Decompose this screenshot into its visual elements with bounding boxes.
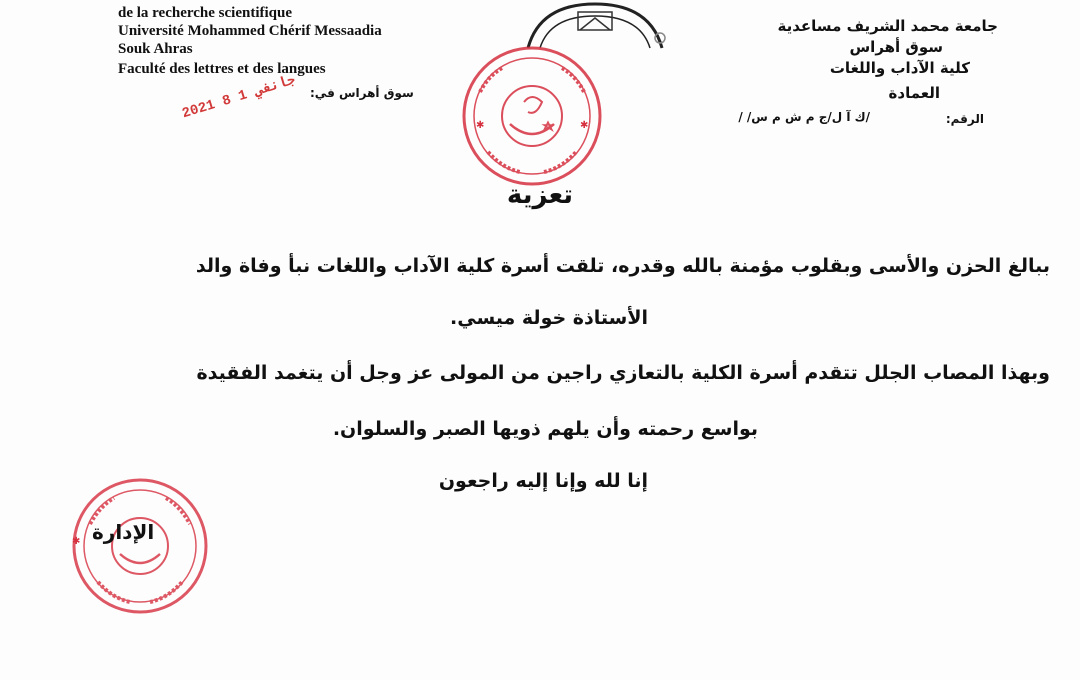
body-paragraph-line-4: بواسع رحمته وأن يلهم ذويها الصبر والسلوان.: [332, 418, 758, 440]
date-stamp: 2021 جانفي 1 8: [180, 72, 298, 123]
reference-label: الرقم:: [945, 112, 984, 126]
body-paragraph-line-3: وبهذا المصاب الجلل تتقدم أسرة الكلية بالتعازي راجين من المولى عز وجل أن يتغمد الفقيدة: [196, 362, 1050, 384]
header-fr-line-1: de la recherche scientifique: [118, 5, 292, 21]
header-fr-line-4: Faculté des lettres et des langues: [118, 61, 326, 77]
official-stamp: [458, 42, 606, 190]
header-ar-line-3: كلية الآداب واللغات: [829, 59, 970, 77]
header-fr-line-2: Université Mohammed Chérif Messaadia: [118, 23, 382, 39]
svg-text:✱: ✱: [476, 120, 485, 131]
reference-value: /ك آ ل/ج م ش م س/ /: [738, 110, 870, 124]
closing-phrase: إنا لله وإنا إليه راجعون: [438, 470, 648, 492]
header-ar-line-2: سوق أهراس: [849, 38, 943, 56]
svg-text:✱: ✱: [580, 120, 589, 131]
header-ar-line-4: العمادة: [888, 84, 940, 102]
document-title: تعزية: [506, 180, 574, 210]
body-paragraph-line-2: الأستاذة خولة ميسي.: [450, 307, 648, 329]
place-date-label: سوق أهراس في:: [310, 86, 414, 100]
body-paragraph-line-1: ببالغ الحزن والأسى وبقلوب مؤمنة بالله وقدره، تلقت أسرة كلية الآداب واللغات نبأ وفاة والد: [195, 255, 1050, 277]
header-fr-line-3: Souk Ahras: [118, 41, 193, 57]
svg-text:✱: ✱: [72, 536, 81, 547]
header-ar-line-1: جامعة محمد الشريف مساعدية: [777, 17, 998, 35]
administration-stamp: [66, 472, 214, 620]
signature-administration: الإدارة: [92, 520, 155, 544]
